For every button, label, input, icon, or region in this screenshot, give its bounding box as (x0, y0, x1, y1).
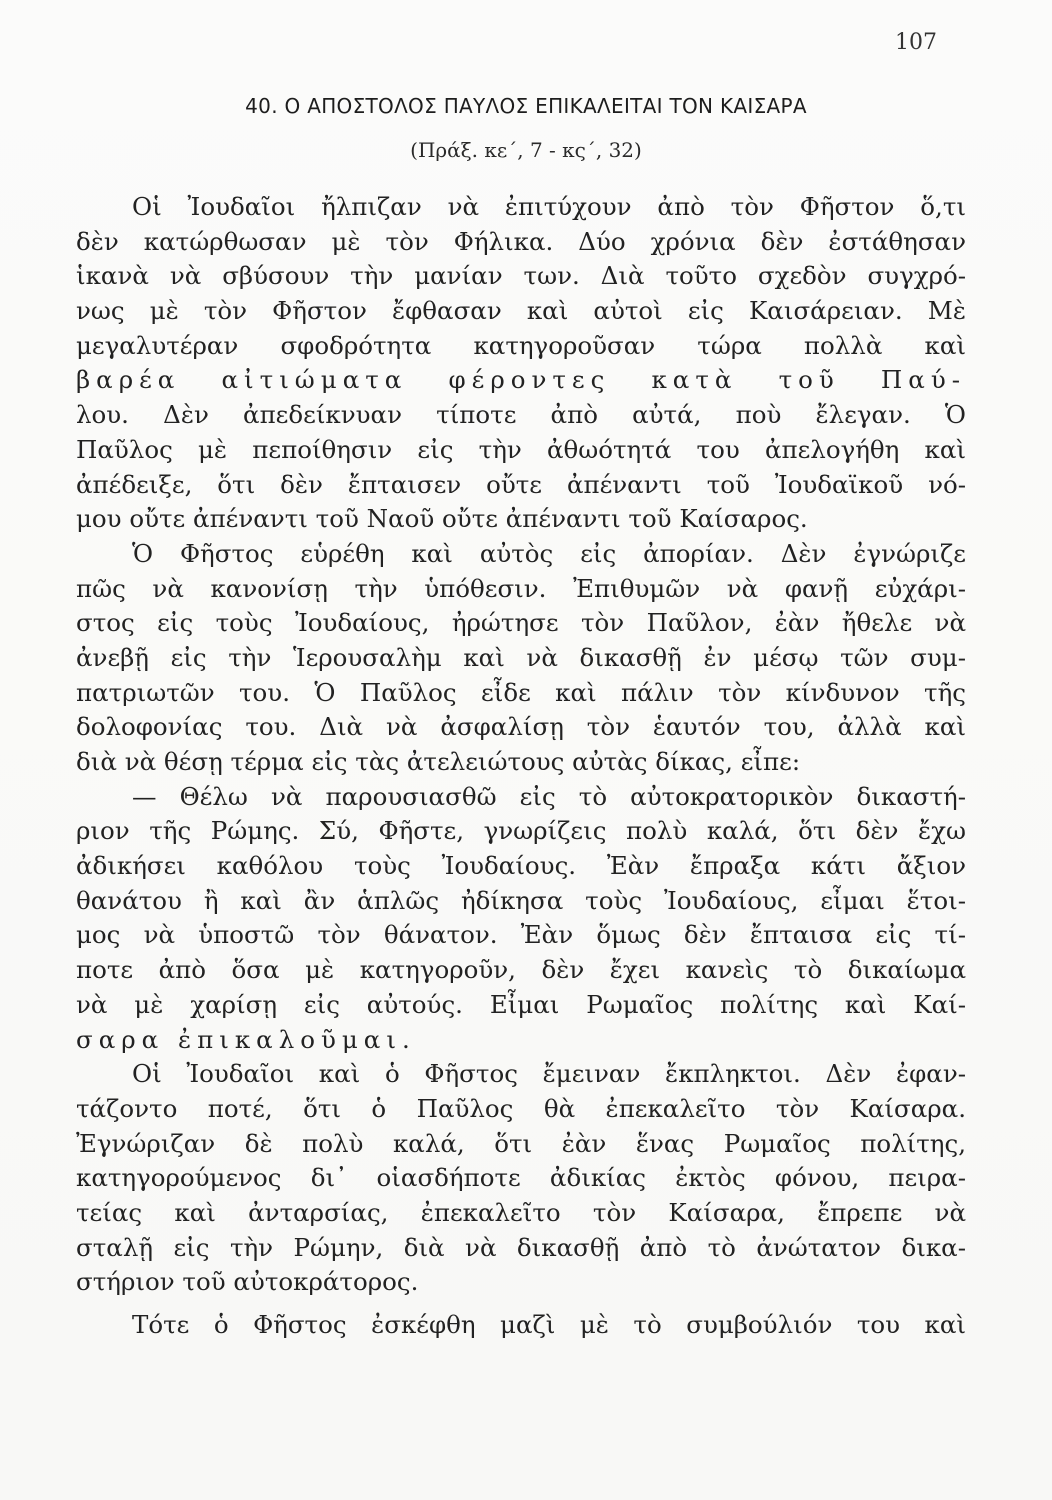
text-line: διὰ νὰ θέσῃ τέρμα εἰς τὰς ἀτελειώτους αὐτὰς δίκας, εἶπε: (76, 747, 801, 776)
text-line: Τότε ὁ Φῆστος ἐσκέφθη μαζὶ μὲ τὸ συμβούλιόν του καὶ (132, 1310, 966, 1339)
text-line: θανάτου ἢ καὶ ἂν ἁπλῶς ἠδίκησα τοὺς Ἰουδαίους, εἶμαι ἕτοι- (76, 885, 966, 915)
text-line: μου οὔτε ἀπέναντι τοῦ Ναοῦ οὔτε ἀπέναντι τοῦ Καίσαρος. (76, 504, 808, 534)
text-line: ποτε ἀπὸ ὅσα μὲ κατηγοροῦν, δὲν ἔχει κανεὶς τὸ δικαίωμα (76, 955, 966, 985)
text-line: ἀδικήσει καθόλου τοὺς Ἰουδαίους. Ἐὰν ἔπραξα κάτι ἄξιον (76, 851, 966, 881)
text-line: βαρέα αἰτιώματα φέροντες κατὰ τοῦ Παύ- (76, 365, 966, 395)
text-line: ἀνεβῇ εἰς τὴν Ἱερουσαλὴμ καὶ νὰ δικασθῇ ἐν μέσῳ τῶν συμ- (76, 642, 966, 672)
text-line: λου. Δὲν ἀπεδείκνυαν τίποτε ἀπὸ αὐτά, ποὺ ἔλεγαν. Ὁ (76, 400, 966, 430)
text-line: δολοφονίας του. Διὰ νὰ ἀσφαλίσῃ τὸν ἑαυτόν του, ἀλλὰ καὶ (76, 712, 966, 742)
text-line: ἀπέδειξε, ὅτι δὲν ἔπταισεν οὔτε ἀπέναντι τοῦ Ἰουδαϊκοῦ νό- (76, 469, 966, 499)
text-line: Οἱ Ἰουδαῖοι ἤλπιζαν νὰ ἐπιτύχουν ἀπὸ τὸν Φῆστον ὅ,τι (132, 192, 966, 221)
page-number: 107 (895, 30, 937, 55)
text-line: σταλῇ εἰς τὴν Ρώμην, διὰ νὰ δικασθῇ ἀπὸ τὸ ἀνώτατον δικα- (76, 1232, 966, 1262)
text-line: Ἐγνώριζαν δὲ πολὺ καλά, ὅτι ἐὰν ἕνας Ρωμαῖος πολίτης, (76, 1128, 966, 1158)
text-line: Παῦλος μὲ πεποίθησιν εἰς τὴν ἀθωότητά του ἀπελογήθη καὶ (76, 434, 966, 464)
body-text (76, 190, 966, 1343)
text-line: νὰ μὲ χαρίσῃ εἰς αὐτούς. Εἶμαι Ρωμαῖος πολίτης καὶ Καί- (76, 989, 966, 1019)
text-line: μεγαλυτέραν σφοδρότητα κατηγοροῦσαν τώρα πολλὰ καὶ (76, 330, 966, 360)
text-line: στήριον τοῦ αὐτοκράτορος. (76, 1267, 419, 1297)
text-line: σαρα ἐπικαλοῦμαι. (76, 1024, 416, 1054)
text-line: κατηγορούμενος δι᾿ οἱασδήποτε ἀδικίας ἐκτὸς φόνου, πειρα- (76, 1163, 966, 1193)
text-line: τείας καὶ ἀνταρσίας, ἐπεκαλεῖτο τὸν Καίσαρα, ἔπρεπε νὰ (76, 1197, 966, 1227)
text-line: τάζοντο ποτέ, ὅτι ὁ Παῦλος θὰ ἐπεκαλεῖτο τὸν Καίσαρα. (76, 1093, 966, 1123)
text-line: πατριωτῶν του. Ὁ Παῦλος εἶδε καὶ πάλιν τὸν κίνδυνον τῆς (76, 677, 966, 707)
text-line: Οἱ Ἰουδαῖοι καὶ ὁ Φῆστος ἔμειναν ἔκπληκτοι. Δὲν ἐφαν- (132, 1059, 966, 1089)
text-line: μος νὰ ὑποστῶ τὸν θάνατον. Ἐὰν ὅμως δὲν ἔπταισα εἰς τί- (76, 920, 966, 950)
text-line: στος εἰς τοὺς Ἰουδαίους, ἠρώτησε τὸν Παῦλον, ἐὰν ἤθελε νὰ (76, 608, 966, 638)
text-line: νως μὲ τὸν Φῆστον ἔφθασαν καὶ αὐτοὶ εἰς Καισάρειαν. Μὲ (76, 296, 966, 326)
text-line: πῶς νὰ κανονίσῃ τὴν ὑπόθεσιν. Ἐπιθυμῶν νὰ φανῇ εὐχάρι- (76, 573, 966, 603)
text-line: ἱκανὰ νὰ σβύσουν τὴν μανίαν των. Διὰ τοῦτο σχεδὸν συγχρό- (76, 261, 966, 291)
text-line: δὲν κατώρθωσαν μὲ τὸν Φήλικα. Δύο χρόνια δὲν ἐστάθησαν (76, 226, 966, 256)
chapter-title: 40. Ο ΑΠΟΣΤΟΛΟΣ ΠΑΥΛΟΣ ΕΠΙΚΑΛΕΙΤΑΙ ΤΟΝ ΚΑΙΣΑΡΑ (245, 94, 807, 118)
text-line: — Θέλω νὰ παρουσιασθῶ εἰς τὸ αὐτοκρατορικὸν δικαστή- (132, 781, 966, 811)
text-line: ριον τῆς Ρώμης. Σύ, Φῆστε, γνωρίζεις πολὺ καλά, ὅτι δὲν ἔχω (76, 816, 966, 846)
scripture-reference: (Πράξ. κε΄, 7 - κς΄, 32) (410, 138, 642, 162)
text-line: Ὁ Φῆστος εὑρέθη καὶ αὐτὸς εἰς ἀπορίαν. Δὲν ἐγνώριζε (132, 538, 966, 568)
